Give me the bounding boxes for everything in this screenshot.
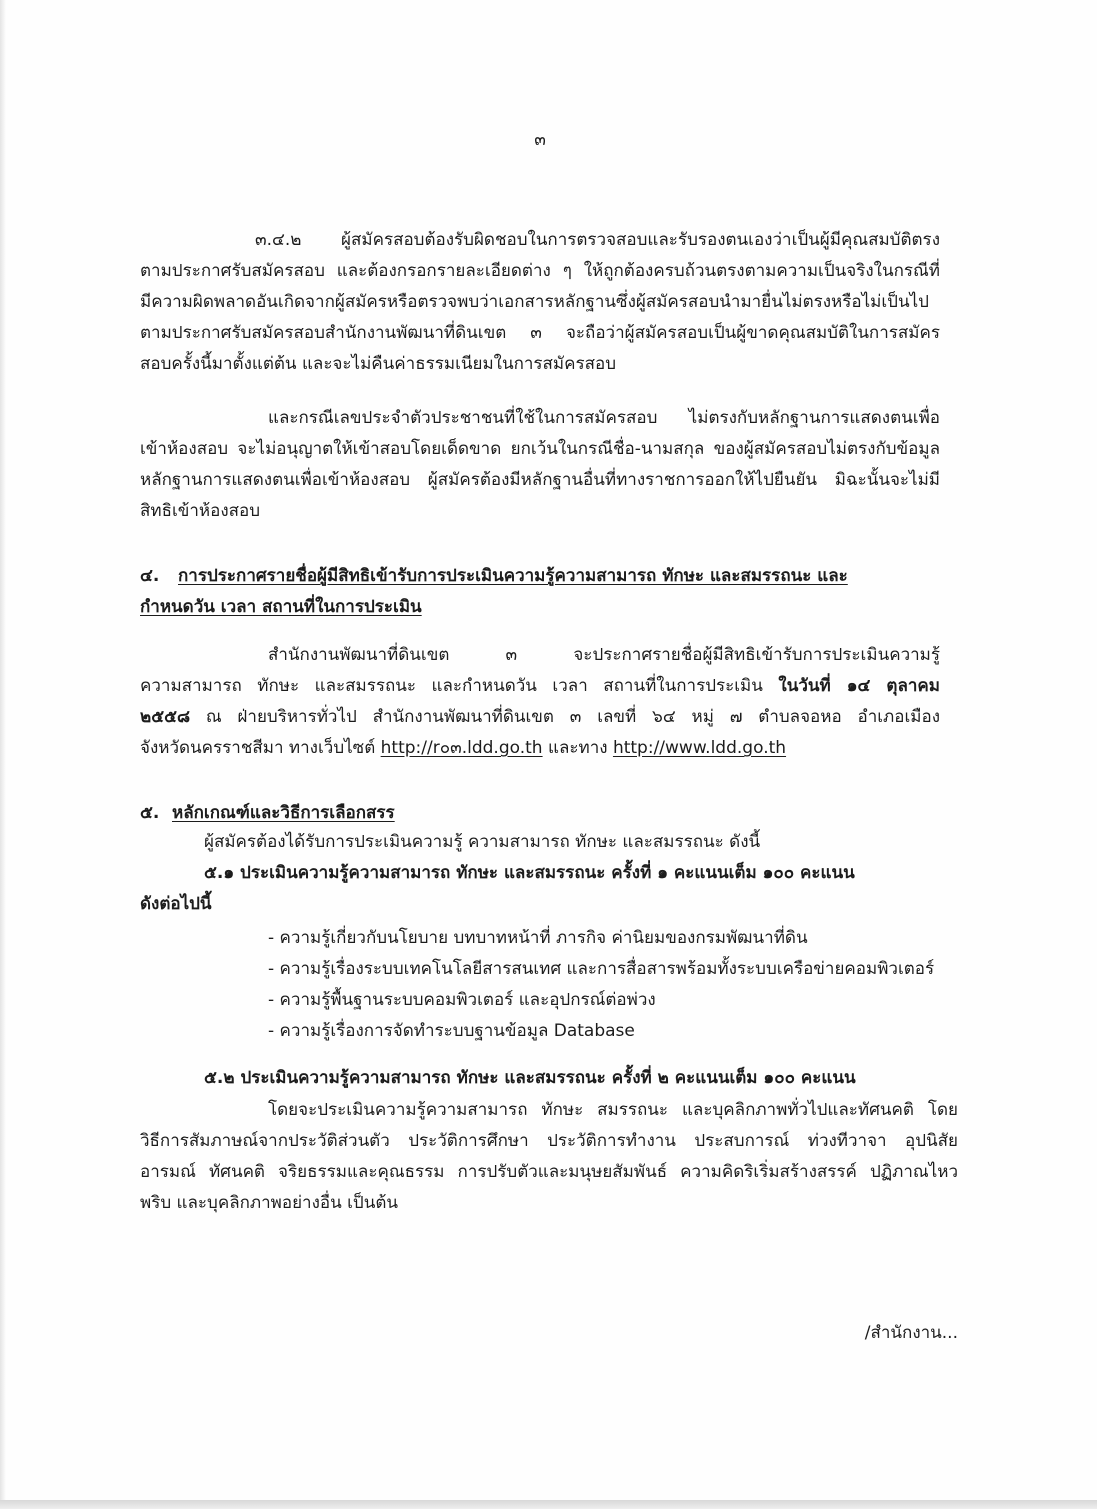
continuation-note: /สำนักงาน... — [864, 1323, 958, 1343]
paragraph-line — [140, 733, 940, 764]
scan-shadow-left — [0, 0, 6, 1509]
sub-section-5-1-title-cont: ดังต่อไปนี้ — [140, 894, 212, 914]
section-4-body — [140, 640, 940, 764]
announcement-text: ความสามารถ ทักษะ และสมรรถนะ และกำหนดวัน เวลา สถานที่ในการประเมิน — [140, 676, 779, 696]
website-link-main[interactable]: http://www.ldd.go.th — [612, 738, 787, 758]
paragraph-line: สำนักงานพัฒนาที่ดินเขต ๓ จะประกาศรายชื่อผู้มีสิทธิเข้ารับการประเมินความรู้ — [268, 645, 940, 665]
paragraph-line: สอบครั้งนี้มาตั้งแต่ต้น และจะไม่คืนค่าธรรมเนียมในการสมัครสอบ — [140, 354, 617, 374]
paragraph-line: ๓.๔.๒ ผู้สมัครสอบต้องรับผิดชอบในการตรวจสอบและรับรองตนเองว่าเป็นผู้มีคุณสมบัติตรง — [255, 230, 940, 250]
website-prefix: จังหวัดนครราชสีมา ทางเว็บไซต์ — [140, 738, 381, 758]
section-4-heading — [140, 561, 940, 623]
website-link-regional[interactable]: http://r๐๓.ldd.go.th — [380, 738, 543, 758]
paragraph-3-4-2 — [140, 225, 940, 380]
paragraph-line: โดยจะประเมินความรู้ความสามารถ ทักษะ สมรรถนะ และบุคลิกภาพทั่วไปและทัศนคติ โดย — [268, 1100, 958, 1120]
paragraph-line: หลักฐานการแสดงตนเพื่อเข้าห้องสอบ ผู้สมัครต้องมีหลักฐานอื่นที่ทางราชการออกให้ไปยืนยัน มิฉะนั้นจะไม่มี — [140, 470, 940, 490]
section-5-title: หลักเกณฑ์และวิธีการเลือกสรร — [172, 803, 395, 823]
announcement-year: ๒๕๕๘ — [140, 707, 191, 727]
paragraph-line: อารมณ์ ทัศนคติ จริยธรรมและคุณธรรม การปรับตัวและมนุษยสัมพันธ์ ความคิดริเริ่มสร้างสรรค์ ปฏิภาณไหว — [140, 1162, 958, 1182]
section-4-title-line1: การประกาศรายชื่อผู้มีสิทธิเข้ารับการประเมินความรู้ความสามารถ ทักษะ และสมรรถนะ และ — [178, 566, 848, 586]
sub-section-5-2-paragraph — [140, 1095, 958, 1219]
sub-section-5-1-list — [140, 923, 940, 1047]
section-4-title-line2: กำหนดวัน เวลา สถานที่ในการประเมิน — [140, 597, 422, 617]
website-middle: และทาง — [542, 738, 613, 758]
section-5-number: ๕. — [140, 803, 160, 823]
sub-section-5-1-title: ๕.๑ ประเมินความรู้ความสามารถ ทักษะ และสมรรถนะ ครั้งที่ ๑ คะแนนเต็ม ๑๐๐ คะแนน — [204, 863, 855, 883]
paragraph-line: สิทธิเข้าห้องสอบ — [140, 501, 261, 521]
page-number: ๓ — [534, 130, 546, 150]
sub-section-5-2 — [140, 1063, 958, 1094]
announcement-date: ในวันที่ ๑๔ ตุลาคม — [778, 676, 940, 696]
paragraph-line: เข้าห้องสอบ จะไม่อนุญาตให้เข้าสอบโดยเด็ดขาด ยกเว้นในกรณีชื่อ-นามสกุล ของผู้สมัครสอบไม่ตรงกับข้อมูล — [140, 439, 940, 459]
paragraph-line: พริบ และบุคลิกภาพอย่างอื่น เป็นต้น — [140, 1193, 399, 1213]
list-item: - ความรู้เรื่องการจัดทำระบบฐานข้อมูล Database — [268, 1021, 635, 1041]
section-5-intro — [140, 827, 940, 920]
paragraph-line — [140, 671, 940, 702]
paragraph-line: และกรณีเลขประจำตัวประชาชนที่ใช้ในการสมัครสอบ ไม่ตรงกับหลักฐานการแสดงตนเพื่อ — [268, 408, 940, 428]
list-item: - ความรู้เกี่ยวกับนโยบาย บทบาทหน้าที่ ภารกิจ ค่านิยมของกรมพัฒนาที่ดิน — [268, 928, 808, 948]
list-item: - ความรู้พื้นฐานระบบคอมพิวเตอร์ และอุปกรณ์ต่อพ่วง — [268, 990, 656, 1010]
paragraph-line — [140, 702, 940, 733]
section-5-intro-line: ผู้สมัครต้องได้รับการประเมินความรู้ ความสามารถ ทักษะ และสมรรถนะ ดังนี้ — [204, 832, 761, 852]
list-item: - ความรู้เรื่องระบบเทคโนโลยีสารสนเทศ และการสื่อสารพร้อมทั้งระบบเครือข่ายคอมพิวเตอร์ — [268, 959, 935, 979]
section-4-number: ๔. — [140, 566, 160, 586]
announcement-location: ณ ฝ่ายบริหารทั่วไป สำนักงานพัฒนาที่ดินเขต ๓ เลขที่ ๖๔ หมู่ ๗ ตำบลจอหอ อำเภอเมือง — [190, 707, 940, 727]
paragraph-line: ตามประกาศรับสมัครสอบสำนักงานพัฒนาที่ดินเขต ๓ จะถือว่าผู้สมัครสอบเป็นผู้ขาดคุณสมบัติในการสมัคร — [140, 323, 940, 343]
paragraph-line: มีความผิดพลาดอันเกิดจากผู้สมัครหรือตรวจพบว่าเอกสารหลักฐานซึ่งผู้สมัครสอบนำมายื่นไม่ตรงหรือไม่เป็นไป — [140, 292, 929, 312]
paragraph-id-card — [140, 403, 940, 527]
section-5-heading — [140, 798, 940, 829]
sub-section-5-2-title: ๕.๒ ประเมินความรู้ความสามารถ ทักษะ และสมรรถนะ ครั้งที่ ๒ คะแนนเต็ม ๑๐๐ คะแนน — [204, 1068, 856, 1088]
paragraph-line: ตามประกาศรับสมัครสอบ และต้องกรอกรายละเอียดต่าง ๆ ให้ถูกต้องครบถ้วนตรงตามความเป็นจริงในกรณีที่ — [140, 261, 940, 281]
paragraph-line: วิธีการสัมภาษณ์จากประวัติส่วนตัว ประวัติการศึกษา ประวัติการทำงาน ประสบการณ์ ท่วงทีวาจา อุปนิสัย — [140, 1131, 958, 1151]
scan-shadow-bottom — [0, 1500, 1097, 1509]
